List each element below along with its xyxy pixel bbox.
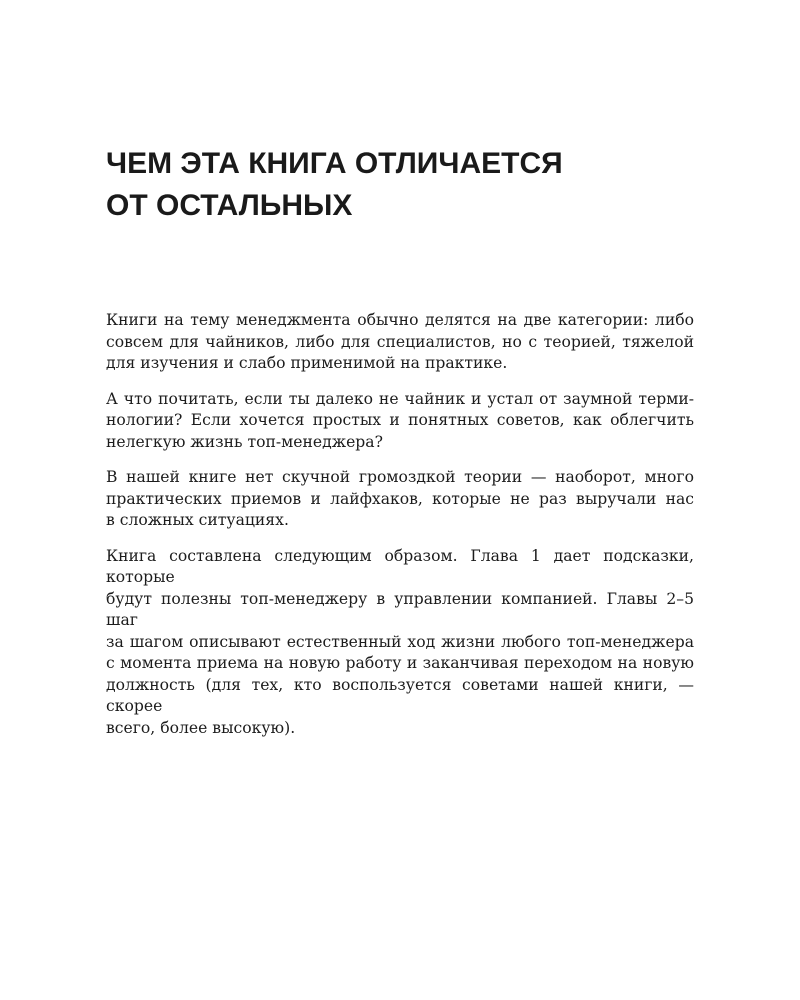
heading-line-1: ЧЕМ ЭТА КНИГА ОТЛИЧАЕТСЯ xyxy=(106,147,563,180)
text-line: в сложных ситуациях. xyxy=(106,511,289,529)
text-line: нелегкую жизнь топ-менеджера? xyxy=(106,432,383,451)
text-line: всего, более высокую). xyxy=(106,718,296,737)
paragraph-2 xyxy=(106,389,694,454)
heading-line-2: ОТ ОСТАЛЬНЫХ xyxy=(106,189,353,222)
text-line: практических приемов и лайфхаков, которые не раз выручали нас xyxy=(106,489,694,508)
text-line: с момента приема на новую работу и заканчивая переходом на новую xyxy=(106,654,694,672)
text-line: совсем для чайников, либо для специалистов, но с теорией, тяжелой xyxy=(106,332,694,351)
paragraph-3 xyxy=(106,467,694,532)
text-line: нологии? Если хочется простых и понятных советов, как облегчить xyxy=(106,411,694,429)
paragraph-4 xyxy=(106,546,694,740)
text-line: за шагом описывают естественный ход жизни любого топ-менеджера xyxy=(106,632,694,651)
text-line: будут полезны топ-менеджеру в управлении компанией. Главы 2–5 шаг xyxy=(106,589,694,629)
chapter-heading xyxy=(106,143,706,227)
text-line: В нашей книге нет скучной громоздкой теории — наоборот, много xyxy=(106,468,694,486)
body-text xyxy=(106,310,694,753)
text-line: для изучения и слабо применимой на практике. xyxy=(106,354,508,372)
paragraph-1 xyxy=(106,310,694,375)
text-line: Книга составлена следующим образом. Глава 1 дает подсказки, которые xyxy=(106,546,694,586)
text-line: Книги на тему менеджмента обычно делятся на две категории: либо xyxy=(106,311,694,329)
text-line: должность (для тех, кто воспользуется советами нашей книги, — скорее xyxy=(106,675,694,715)
text-line: А что почитать, если ты далеко не чайник и устал от заумной терми- xyxy=(106,389,694,408)
